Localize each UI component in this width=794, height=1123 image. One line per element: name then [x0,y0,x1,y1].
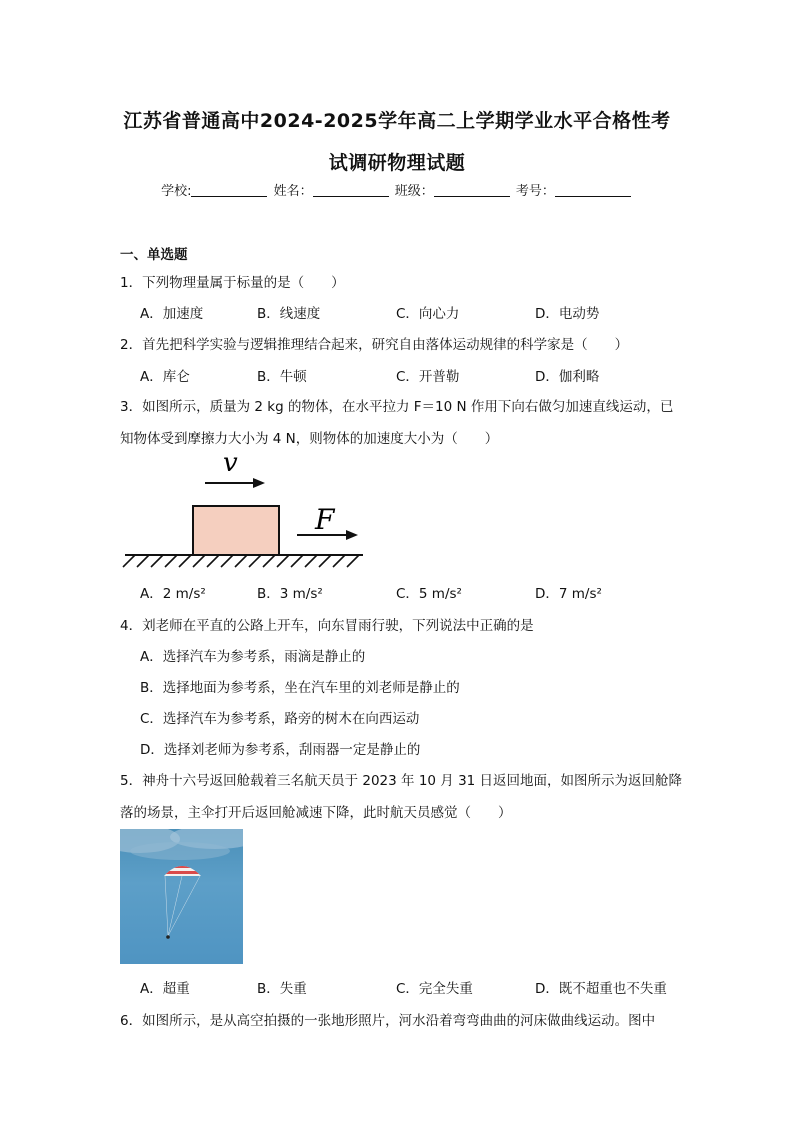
name-label: 姓名： [273,184,313,199]
school-label: 学校: [161,184,192,199]
return-capsule [166,935,170,939]
question-1-option-d[interactable]: D．电动势 [535,306,600,322]
question-1-stem: 1．下列物理量属于标量的是（ ） [120,275,345,291]
question-2-stem: 2．首先把科学实验与逻辑推理结合起来，研究自由落体运动规律的科学家是（ ） [120,337,629,353]
question-1-option-a[interactable]: A．加速度 [140,306,204,322]
question-4-option-c[interactable]: C．选择汽车为参考系，路旁的树木在向西运动 [140,711,420,727]
parachute-lines [165,876,200,936]
exam-number-label: 考号： [515,184,555,199]
question-2-option-b[interactable]: B．牛顿 [257,369,307,385]
question-4-option-b[interactable]: B．选择地面为参考系，坐在汽车里的刘老师是静止的 [140,680,460,696]
force-label: F [315,503,335,536]
question-6-stem: 6．如图所示，是从高空拍摄的一张地形照片，河水沿着弯弯曲曲的河床做曲线运动。图中 [120,1013,656,1029]
question-3-option-b[interactable]: B．3 m/s² [257,586,323,602]
exam-number-field[interactable] [555,184,631,197]
velocity-arrowhead [253,478,265,488]
question-3-option-c[interactable]: C．5 m/s² [396,586,462,602]
name-field[interactable] [313,184,389,197]
question-4-option-a[interactable]: A．选择汽车为参考系，雨滴是静止的 [140,649,366,665]
section-heading: 一、单选题 [120,247,188,263]
question-5-option-c[interactable]: C．完全失重 [396,981,473,997]
question-1-option-b[interactable]: B．线速度 [257,306,321,322]
question-3-stem-line-2: 知物体受到摩擦力大小为 4 N，则物体的加速度大小为（ ） [120,431,499,447]
question-4-stem: 4．刘老师在平直的公路上开车，向东冒雨行驶，下列说法中正确的是 [120,618,534,634]
velocity-label: v [223,448,238,478]
question-2-option-a[interactable]: A．库仑 [140,369,190,385]
class-field[interactable] [434,184,510,197]
question-5-option-a[interactable]: A．超重 [140,981,190,997]
block-force-figure [115,447,375,572]
cloud [130,842,230,860]
exam-title-line-1: 江苏省普通高中2024-2025学年高二上学期学业水平合格性考 [123,110,671,132]
parachute-scene [120,829,243,964]
question-3-option-a[interactable]: A．2 m/s² [140,586,206,602]
class-label: 班级： [394,184,434,199]
capsule-landing-photo [120,829,243,964]
school-field[interactable] [191,184,267,197]
block [193,506,279,555]
force-arrowhead [346,530,358,540]
question-3-option-d[interactable]: D．7 m/s² [535,586,602,602]
question-5-option-d[interactable]: D．既不超重也不失重 [535,981,667,997]
ground-hatching [123,555,359,567]
question-5-stem-line-2: 落的场景，主伞打开后返回舱减速下降，此时航天员感觉（ ） [120,805,512,821]
question-5-option-b[interactable]: B．失重 [257,981,307,997]
question-3-stem-line-1: 3．如图所示，质量为 2 kg 的物体，在水平拉力 F＝10 N 作用下向右做匀加速直线运动，已 [120,399,674,415]
question-4-option-d[interactable]: D．选择刘老师为参考系，刮雨器一定是静止的 [140,742,421,758]
exam-title-line-2: 试调研物理试题 [328,152,466,174]
question-2-option-c[interactable]: C．开普勒 [396,369,460,385]
question-5-stem-line-1: 5．神舟十六号返回舱载着三名航天员于 2023 年 10 月 31 日返回地面，如图所示为返回舱降 [120,773,683,789]
student-info-row [0,180,794,199]
question-2-option-d[interactable]: D．伽利略 [535,369,600,385]
question-1-option-c[interactable]: C．向心力 [396,306,460,322]
